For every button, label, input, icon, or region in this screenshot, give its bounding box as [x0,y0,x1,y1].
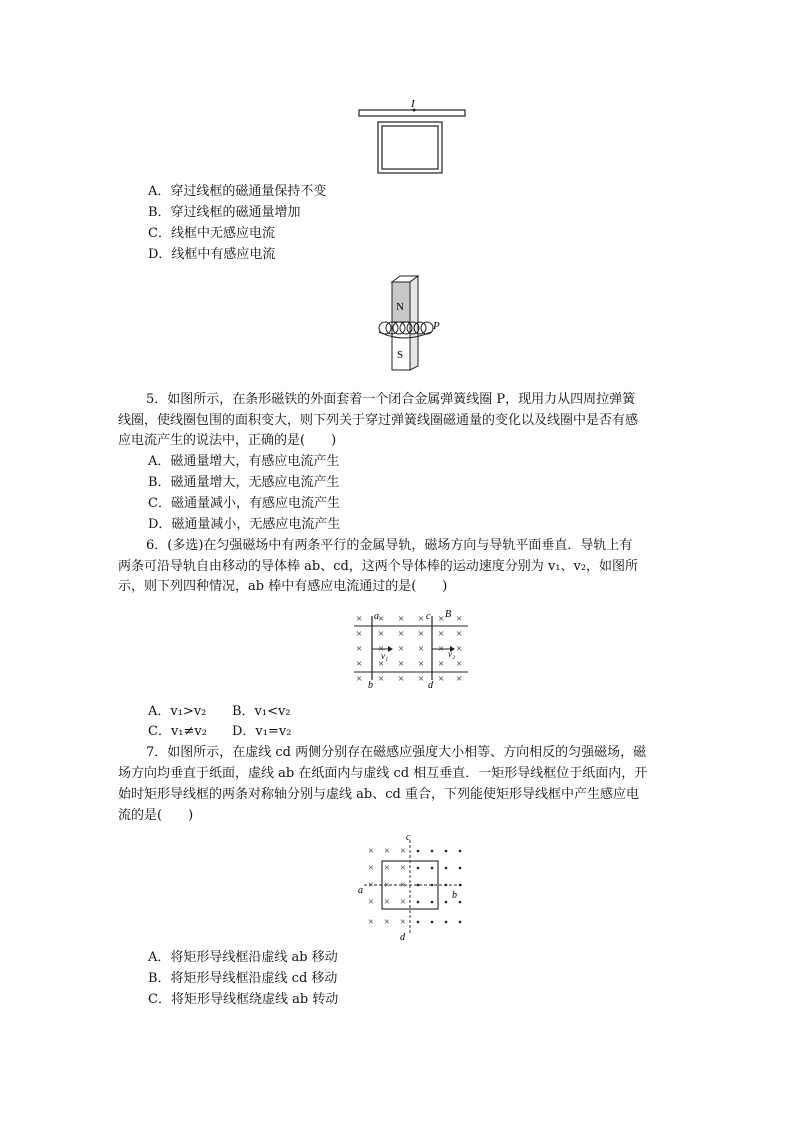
q4-option-a: A．穿过线框的磁通量保持不变 [148,184,327,199]
q4-option-b: B．穿过线框的磁通量增加 [148,205,301,220]
magnet-coil-figure [370,274,450,378]
svg-text:×: × [356,658,363,670]
q5-option-a: A．磁通量增大，有感应电流产生 [148,454,340,469]
label-v2: v₂ [448,649,456,659]
wire-frame-figure [356,96,468,182]
svg-text:×: × [356,628,363,640]
svg-text:×: × [384,897,390,908]
svg-text:×: × [356,643,363,655]
svg-text:×: × [418,613,425,625]
q5-stem-line-3: 应电流产生的说法中，正确的是( ) [118,433,337,448]
svg-text:×: × [418,673,425,685]
q6-stem-line-1: 6．(多选)在匀强磁场中有两条平行的金属导轨，磁场方向与导轨平面垂直．导轨上有 [146,538,633,553]
q7-option-a: A．将矩形导线框沿虚线 ab 移动 [148,950,338,965]
label-v1: v₁ [381,651,389,661]
svg-text:×: × [378,658,385,670]
label-field-B: B [445,609,452,620]
svg-text:×: × [384,917,390,928]
label-c: c [426,611,431,622]
svg-text:×: × [400,897,406,908]
svg-text:×: × [378,673,385,685]
q6-option-a: A．v₁>v₂ [148,704,207,719]
label-a: a [374,611,379,622]
svg-text:×: × [400,917,406,928]
north-pole-label: N [396,301,404,313]
q7-stem-line-2: 场方向均垂直于纸面，虚线 ab 在纸面内与虚线 cd 相互垂直．一矩形导线框位于纸面内，开 [118,766,648,781]
label-b: b [368,680,373,690]
svg-text:×: × [438,643,445,655]
svg-text:×: × [384,863,390,874]
svg-text:×: × [378,613,385,625]
svg-text:×: × [368,880,374,891]
q5-stem-line-2: 线圈，使线圈包围的面积变大，则下列关于穿过弹簧线圈磁通量的变化以及线圈中是否有感 [118,413,639,428]
svg-text:×: × [398,643,405,655]
rails-figure [352,606,472,694]
label-b: b [452,890,457,901]
q4-option-c: C．线框中无感应电流 [148,226,275,241]
q6-option-c: C．v₁≠v₂ [148,724,207,739]
svg-text:×: × [438,613,445,625]
svg-text:×: × [378,643,385,655]
svg-text:×: × [438,628,445,640]
q7-stem-line-4: 流的是( ) [118,808,194,823]
svg-text:×: × [438,673,445,685]
q5-option-c: C．磁通量减小，有感应电流产生 [148,496,340,511]
south-pole-label: S [397,349,404,361]
q7-stem-line-1: 7．如图所示，在虚线 cd 两侧分别存在磁感应强度大小相等、方向相反的匀强磁场，磁 [146,745,647,760]
svg-text:×: × [438,658,445,670]
svg-text:×: × [368,897,374,908]
svg-text:×: × [368,846,374,857]
q5-stem-line-1: 5．如图所示，在条形磁铁的外面套着一个闭合金属弹簧线圈 P，现用力从四周拉弹簧 [146,392,636,407]
svg-text:×: × [456,673,463,685]
svg-text:×: × [356,673,363,685]
q7-option-b: B．将矩形导线框沿虚线 cd 移动 [148,971,338,986]
q7-option-c: C．将矩形导线框绕虚线 ab 转动 [148,992,339,1007]
svg-text:×: × [398,673,405,685]
q5-option-b: B．磁通量增大，无感应电流产生 [148,475,340,490]
svg-text:×: × [384,846,390,857]
field-crosses-left [368,846,406,928]
svg-text:×: × [418,628,425,640]
q4-option-d: D．线框中有感应电流 [148,247,276,262]
svg-text:×: × [400,880,406,891]
svg-text:×: × [384,880,390,891]
svg-text:×: × [418,643,425,655]
svg-text:×: × [368,863,374,874]
svg-text:×: × [456,628,463,640]
q7-stem-line-3: 始时矩形导线框的两条对称轴分别与虚线 ab、cd 重合，下列能使矩形导线框中产生感应电 [118,787,639,802]
frame-inner [382,126,438,169]
svg-text:×: × [400,846,406,857]
svg-text:×: × [456,613,463,625]
current-wire [359,110,465,116]
svg-text:×: × [398,628,405,640]
label-a: a [358,885,363,896]
svg-text:×: × [400,863,406,874]
label-d: d [428,680,433,690]
svg-text:×: × [456,643,463,655]
frame-outer [378,122,442,173]
q6-stem-line-3: 示，则下列四种情况，ab 棒中有感应电流通过的是( ) [118,579,448,594]
svg-text:×: × [418,658,425,670]
svg-text:×: × [456,658,463,670]
q6-option-d: D．v₁=v₂ [232,724,292,739]
svg-text:×: × [398,613,405,625]
svg-text:×: × [368,917,374,928]
current-label: I [411,98,415,110]
svg-text:×: × [378,628,385,640]
coil-label: P [433,320,440,332]
frame-axes-figure [356,830,468,946]
svg-text:×: × [356,613,363,625]
q6-option-b: B．v₁<v₂ [232,704,291,719]
label-d: d [400,932,405,942]
svg-text:×: × [398,658,405,670]
q6-stem-line-2: 两条可沿导轨自由移动的导体棒 ab、cd，这两个导体棒的运动速度分别为 v₁、v₂，如图所 [118,559,639,574]
q5-option-d: D．磁通量减小，无感应电流产生 [148,517,341,532]
label-c: c [406,832,411,843]
